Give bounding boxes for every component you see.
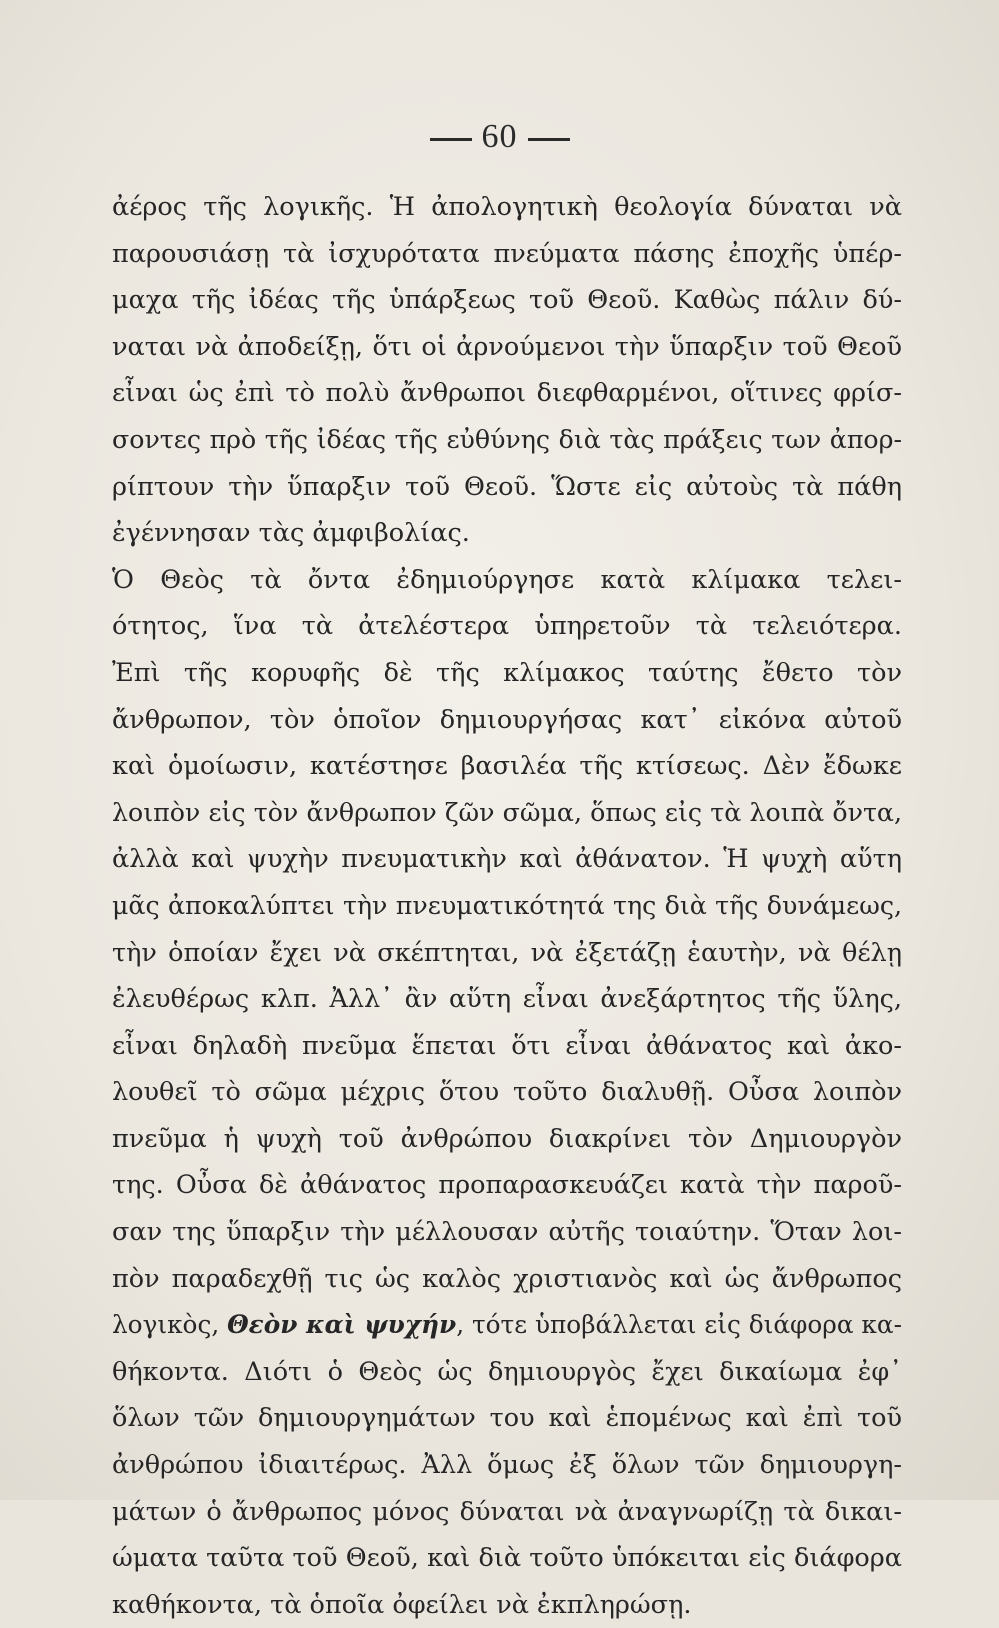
text-segment: , τότε ὑποβάλλεται εἰς διάφορα κα- <box>456 1310 902 1340</box>
text-line: ὅλων τῶν δημιουργημάτων του καὶ ἑπομένως καὶ ἐπὶ τοῦ <box>112 1403 902 1434</box>
text-line: της. Οὖσα δὲ ἀθάνατος προπαρασκευάζει κατὰ τὴν παροῦ- <box>112 1170 902 1201</box>
text-line: μάτων ὁ ἄνθρωπος μόνος δύναται νὰ ἀναγνωρίζῃ τὰ δικαι- <box>112 1496 902 1527</box>
text-line: θήκοντα. Διότι ὁ Θεὸς ὡς δημιουργὸς ἔχει δικαίωμα ἐφ᾽ <box>112 1356 902 1387</box>
dash-left <box>430 138 472 141</box>
text-line: λουθεῖ τὸ σῶμα μέχρις ὅτου τοῦτο διαλυθῇ. Οὖσα λοιπὸν <box>112 1077 902 1108</box>
text-line: λοιπὸν εἰς τὸν ἄνθρωπον ζῶν σῶμα, ὅπως εἰς τὰ λοιπὰ ὄντα, <box>112 797 902 827</box>
text-line: ἀέρος τῆς λογικῆς. Ἡ ἀπολογητικὴ θεολογία δύναται νὰ <box>112 192 902 222</box>
text-line: τὴν ὁποίαν ἔχει νὰ σκέπτηται, νὰ ἐξετάζῃ ἑαυτὴν, νὰ θέλῃ <box>112 937 902 968</box>
text-line: πνεῦμα ἡ ψυχὴ τοῦ ἀνθρώπου διακρίνει τὸν Δημιουργὸν <box>112 1123 902 1154</box>
emphasized-phrase: Θεὸν καὶ ψυχήν <box>227 1310 457 1340</box>
text-line: εἶναι δηλαδὴ πνεῦμα ἕπεται ὅτι εἶναι ἀθάνατος καὶ ἀκο- <box>112 1030 902 1061</box>
text-line: ἀνθρώπου ἰδιαιτέρως. Ἀλλ ὅμως ἐξ ὅλων τῶν δημιουργη- <box>112 1450 902 1481</box>
text-line: ἄνθρωπον, τὸν ὁποῖον δημιουργήσας κατ᾽ εἰκόνα αὐτοῦ <box>112 704 902 735</box>
text-line: μᾶς ἀποκαλύπτει τὴν πνευματικότητά της διὰ τῆς δυνάμεως, <box>112 890 902 920</box>
text-line-with-emphasis <box>112 1302 902 1349</box>
dash-right <box>528 138 570 141</box>
text-line: ναται νὰ ἀποδείξῃ, ὅτι οἱ ἀρνούμενοι τὴν ὕπαρξιν τοῦ Θεοῦ <box>112 331 902 362</box>
text-line: καὶ ὁμοίωσιν, κατέστησε βασιλέα τῆς κτίσεως. Δὲν ἔδωκε <box>112 751 902 782</box>
page-number <box>0 118 999 156</box>
text-line: παρουσιάσῃ τὰ ἰσχυρότατα πνεύματα πάσης ἐποχῆς ὑπέρ- <box>112 238 902 269</box>
text-line: σοντες πρὸ τῆς ἰδέας τῆς εὐθύνης διὰ τὰς πράξεις των ἀπορ- <box>112 424 902 454</box>
text-segment: λογικὸς, <box>112 1310 228 1340</box>
body-text <box>112 184 902 1628</box>
text-line: ἐλευθέρως κλπ. Ἀλλ᾽ ἂν αὕτη εἶναι ἀνεξάρτητος τῆς ὕλης, <box>112 984 902 1015</box>
text-line: μαχα τῆς ἰδέας τῆς ὑπάρξεως τοῦ Θεοῦ. Καθὼς πάλιν δύ- <box>112 285 902 316</box>
text-line: καθήκοντα, τὰ ὁποῖα ὀφείλει νὰ ἐκπληρώσῃ. <box>112 1589 692 1620</box>
text-line: ότητος, ἵνα τὰ ἀτελέστερα ὑπηρετοῦν τὰ τελειότερα. <box>112 611 902 642</box>
text-line: πὸν παραδεχθῇ τις ὡς καλὸς χριστιανὸς καὶ ὡς ἄνθρωπος <box>112 1263 902 1294</box>
text-line: Ἐπὶ τῆς κορυφῆς δὲ τῆς κλίμακος ταύτης ἔθετο τὸν <box>112 657 902 688</box>
text-line: ώματα ταῦτα τοῦ Θεοῦ, καὶ διὰ τοῦτο ὑπόκειται εἰς διάφορα <box>112 1543 902 1574</box>
page-number-text: 60 <box>481 118 518 155</box>
text-line: ἐγέννησαν τὰς ἀμφιβολίας. <box>112 518 470 549</box>
text-line: ἀλλὰ καὶ ψυχὴν πνευματικὴν καὶ ἀθάνατον. Ἡ ψυχὴ αὕτη <box>112 844 902 875</box>
text-line: σαν της ὕπαρξιν τὴν μέλλουσαν αὐτῆς τοιαύτην. Ὅταν λοι- <box>112 1217 902 1248</box>
text-line: ρίπτουν τὴν ὕπαρξιν τοῦ Θεοῦ. Ὥστε εἰς αὐτοὺς τὰ πάθη <box>112 471 902 502</box>
text-line: Ὁ Θεὸς τὰ ὄντα ἐδημιούργησε κατὰ κλίμακα τελει- <box>112 564 902 595</box>
text-line: εἶναι ὡς ἐπὶ τὸ πολὺ ἄνθρωποι διεφθαρμένοι, οἵτινες φρίσ- <box>112 378 902 409</box>
